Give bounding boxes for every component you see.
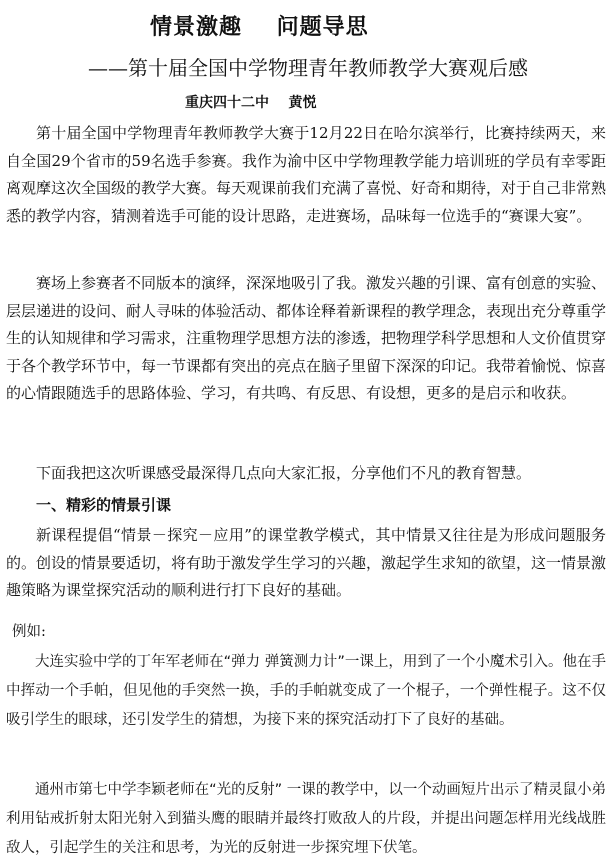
- paragraph-example-tongzhou: 通州市第七中学李颖老师在“光的反射” 一课的教学中，以一个动画短片出示了精灵鼠小弟利用钻戒折射太阳光射入到猫头鹰的眼睛并最终打败敌人的片段，并提出问题怎样用光线战胜敌人，引起学生的关注和思考，为光的反射进一步探究埋下伏笔。: [6, 782, 606, 856]
- author-line: 重庆四十二中 黄悦: [185, 95, 317, 111]
- document-title: 情景激趣 问题导思: [150, 15, 369, 40]
- section-heading: 一、精彩的情景引课: [36, 496, 172, 514]
- paragraph-example-dalian: 大连实验中学的丁年军老师在“弹力 弹簧测力计”一课上，用到了一个小魔术引入。他在手中挥动一个手帕，但见他的手突然一换，手的手帕就变成了一个棍子，一个弹性棍子。这不仅吸引学生的眼球，还引发学生的猜想，为接下来的探究活动打下了良好的基础。: [6, 654, 606, 728]
- paragraph-impressions: 赛场上参赛者不同版本的演绎，深深地吸引了我。激发兴趣的引课、富有创意的实验、层层递进的设问、耐人寻味的体验活动、都体诠释着新课程的教学理念，表现出充分尊重学生的认知规律和学习需求，注重物理学思想方法的渗透，把物理学科学思想和人文价值贯穿于各个教学环节中，每一节课都有突出的亮点在脑子里留下深深的印记。我带着愉悦、惊喜的心情跟随选手的思路体验、学习，有共鸣、有反思、有设想，更多的是启示和收获。: [6, 274, 607, 402]
- paragraph-intro: 第十届全国中学物理青年教师教学大赛于12月22日在哈尔滨举行，比赛持续两天，来自全国29个省市的59名选手参赛。我作为渝中区中学物理教学能力培训班的学员有幸零距离观摩这次全国级的教学大赛。每天观课前我们充满了喜悦、好奇和期待，对于自己非常熟悉的教学内容，猜测着选手可能的设计思路，走进赛场，品味每一位选手的“赛课大宴”。: [6, 124, 607, 225]
- paragraph-scenario: 新课程提倡“情景－探究－应用”的课堂教学模式，其中情景又往往是为形成问题服务的。创设的情景要适切，将有助于激发学生学习的兴趣，激起学生求知的欲望，这一情景激趣策略为课堂探究活动的顺利进行打下良好的基础。: [6, 526, 607, 599]
- paragraph-report: 下面我把这次听课感受最深得几点向大家汇报，分享他们不凡的教育智慧。: [36, 464, 532, 482]
- document-subtitle: ——第十届全国中学物理青年教师教学大赛观后感: [88, 56, 528, 80]
- example-label: 例如:: [12, 624, 46, 640]
